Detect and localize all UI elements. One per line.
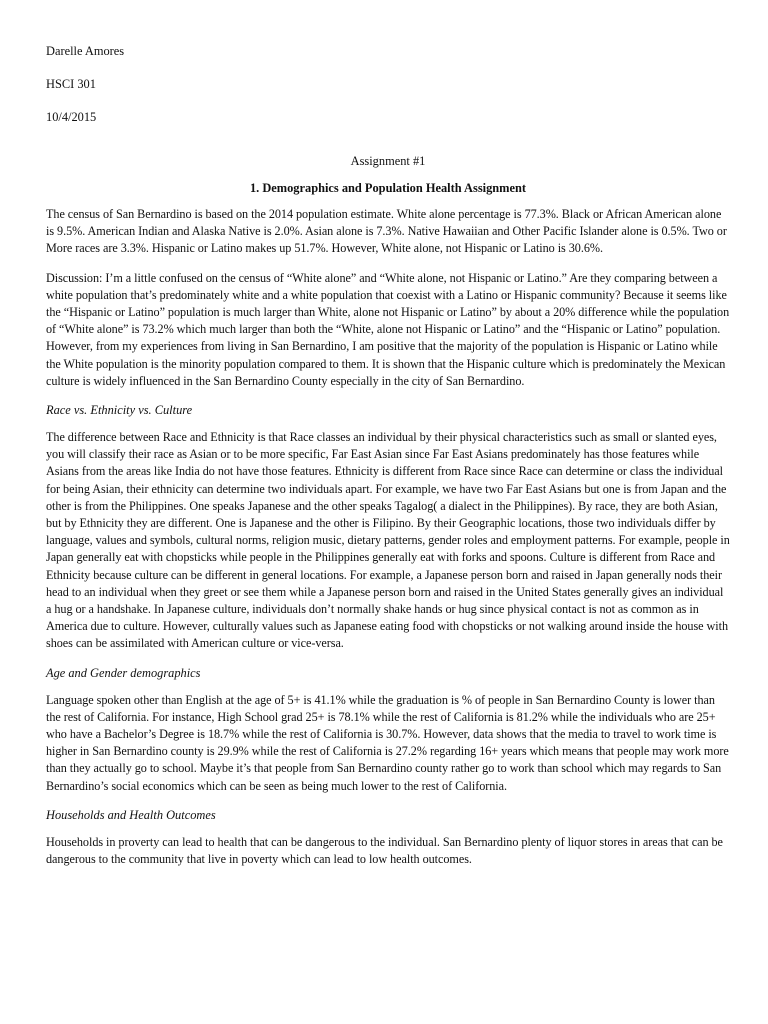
census-paragraph: The census of San Bernardino is based on the 2014 population estimate. White alone percentage is 77.3%. Black or African American alone is 9.5%. American Indian and Alaska Native is 2.0%. Asian alone is 7.3%. Native Hawaiian and Other Pacific Islander alone is 0.5%. Two or More races are 3.3%. Hispanic or Latino makes up 51.7%. However, White alone, not Hispanic or Latino is 30.6%. bbox=[46, 207, 727, 256]
document-title: 1. Demographics and Population Health Assignment bbox=[249, 181, 527, 195]
households-paragraph: Households in proverty can lead to health that can be dangerous to the individual. San Bernardino plenty of liquor stores in areas that can be dangerous to the community that live in poverty which can lead to low health outcomes. bbox=[46, 834, 723, 867]
assignment-label: Assignment #1 bbox=[350, 154, 426, 168]
age-section-heading: Age and Gender demographics bbox=[46, 665, 201, 680]
households-section-heading: Households and Health Outcomes bbox=[46, 807, 216, 822]
course-code: HSCI 301 bbox=[46, 77, 96, 91]
race-paragraph: The difference between Race and Ethnicity is that Race classes an individual by their physical characteristics such as small or slanted eyes, you will classify their race as Asian or to be more specific, Far East Asian since Far East Asians predominately has those features while Asians from the areas like India do not have those features. Ethnicity is different from Race since Race can determine or class the individual for being Asian, their ethnicity can determine two individuals apart. For example, we have two Far East Asians but one is from Japan and the other is from the Philippines. One speaks Japanese and the other speaks Tagalog( a dialect in the Philippines). By race, they are both Asian, but by Ethnicity they are different. One is Japanese and the other is Filipino. By their Geographic locations, those two individuals differ by language, values and symbols, cultural norms, religion music, dietary patterns, gender roles and employment patterns. For example, people in Japan generally eat with chopsticks while people in the Philippines generally eat with forks and spoons. Culture is different from Race and Ethnicity because culture can be different in general locations. For example, a Japanese person born and raised in Japan generally nods their head to an individual when they greet or see them while a Japanese person born and raised in the United States generally gives an individual a hug or a handshake. In Japanese culture, individuals don’t normally shake hands or hug since physical contact is not as common as in America due to culture. However, culturally values such as Japanese eating food with chopsticks or not walking around inside the house with shoes can be assimilated with American culture or vice-versa. bbox=[46, 430, 730, 651]
age-paragraph: Language spoken other than English at the age of 5+ is 41.1% while the graduation is % of people in San Bernardino County is lower than the rest of California. For instance, High School grad 25+ is 78.1% while the rest of California is 81.2% while the individuals who are 25+ who have a Bachelor’s Degree is 18.7% while the rest of California is 30.7%. However, data shows that the media to travel to work time is higher in San Bernardino county is 29.9% while the rest of California is 27.2% regarding 16+ years which means that people may work more than they actually go to school. Maybe it’s that people from San Bernardino county rather go to work than school which may regards to San Bernardino’s social economics which can be seen as being much lower to the rest of California. bbox=[46, 692, 729, 793]
race-section-heading: Race vs. Ethnicity vs. Culture bbox=[46, 403, 193, 418]
author-name: Darelle Amores bbox=[46, 44, 125, 58]
discussion-paragraph: Discussion: I’m a little confused on the census of “White alone” and “White alone, not Hispanic or Latino.” Are they comparing between a white population that’s predominately white and a white population that coexist with a Latino or Hispanic community? Because it seems like the “Hispanic or Latino” population is much larger than White, alone not Hispanic or Latino” by about a 20% difference while the population of “White alone” is 73.2% which much larger than both the “White, alone not Hispanic or Latino” and the “Hispanic or Latino” population. However, from my experiences from living in San Bernardino, I am positive that the majority of the population is Hispanic or Latino while the White population is the minority population compared to them. It is shown that the Hispanic culture which is predominately the Mexican culture is widely influenced in the San Bernardino County especially in the city of San Bernardino. bbox=[46, 270, 730, 388]
document-date: 10/4/2015 bbox=[46, 110, 97, 124]
